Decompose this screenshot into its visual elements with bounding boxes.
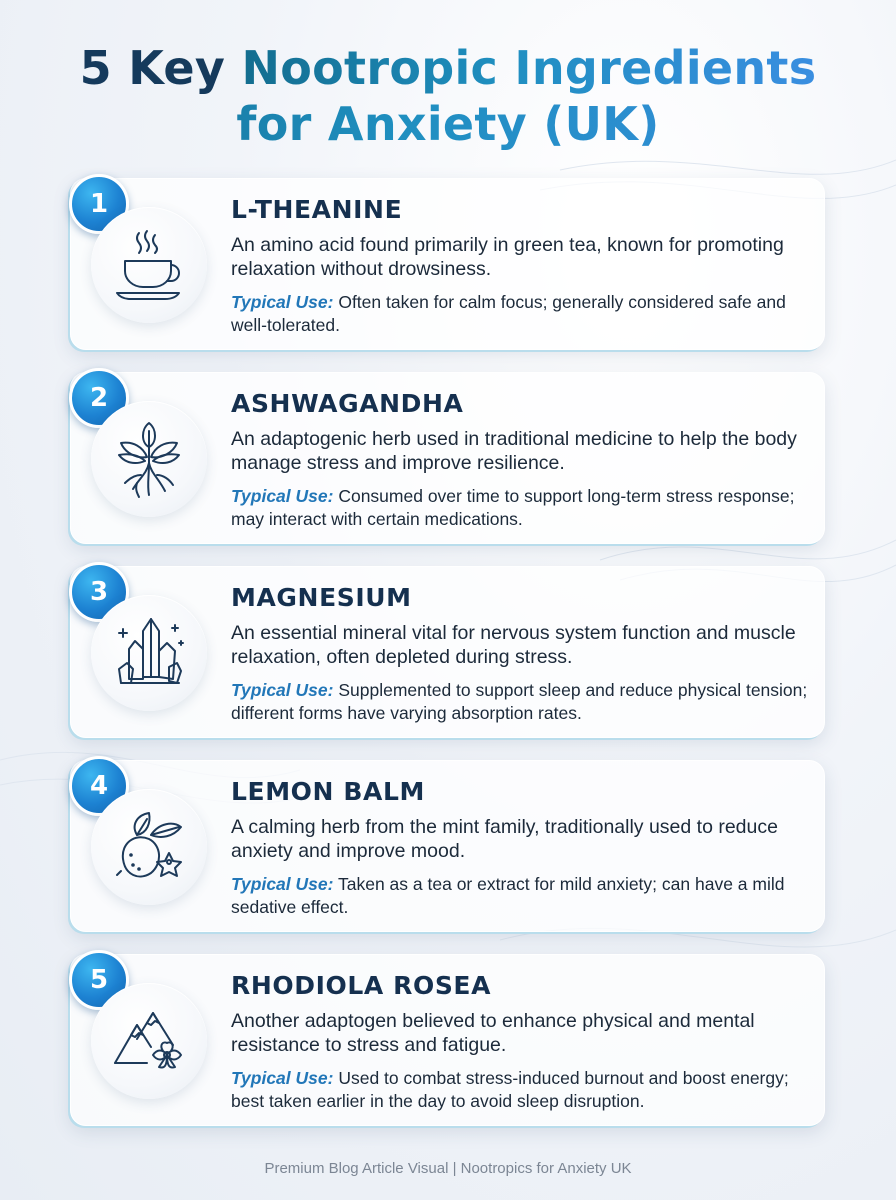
number-badge: 1 bbox=[69, 174, 129, 234]
typical-use-text: Consumed over time to support long-term stress response; may interact with certain medications. bbox=[231, 486, 795, 529]
ingredient-card-2 bbox=[70, 372, 825, 544]
typical-use-text: Used to combat stress-induced burnout and boost energy; best taken earlier in the day to avoid sleep disruption. bbox=[231, 1068, 789, 1111]
title-prefix: 5 Key bbox=[79, 41, 242, 95]
ingredient-name: RHODIOLA ROSEA bbox=[231, 971, 492, 1000]
typical-use-text: Supplemented to support sleep and reduce physical tension; different forms have varying absorption rates. bbox=[231, 680, 808, 723]
tea-cup-icon bbox=[107, 223, 191, 307]
footer-caption: Premium Blog Article Visual | Nootropics for Anxiety UK bbox=[264, 1160, 632, 1177]
title-line-2: for Anxiety (UK) bbox=[0, 96, 896, 152]
typical-use bbox=[231, 291, 811, 337]
ingredient-name: ASHWAGANDHA bbox=[231, 389, 464, 418]
crystal-icon bbox=[107, 611, 191, 695]
icon-frame bbox=[91, 595, 207, 711]
plant-roots-icon bbox=[107, 417, 191, 501]
typical-use bbox=[231, 1067, 811, 1113]
ingredient-description: An adaptogenic herb used in traditional medicine to help the body manage stress and improve resilience. bbox=[231, 428, 797, 474]
typical-use bbox=[231, 679, 811, 725]
typical-use-label: Typical Use: bbox=[231, 680, 334, 700]
page-title bbox=[0, 40, 896, 152]
ingredient-name: L-THEANINE bbox=[231, 195, 403, 224]
typical-use-label: Typical Use: bbox=[231, 1068, 334, 1088]
icon-frame bbox=[91, 207, 207, 323]
title-highlight: Nootropic Ingredients bbox=[241, 41, 817, 95]
icon-frame bbox=[91, 789, 207, 905]
icon-frame bbox=[91, 983, 207, 1099]
number-badge: 2 bbox=[69, 368, 129, 428]
typical-use-text: Taken as a tea or extract for mild anxiety; can have a mild sedative effect. bbox=[231, 874, 785, 917]
ingredient-card-3 bbox=[70, 566, 825, 738]
typical-use-label: Typical Use: bbox=[231, 292, 334, 312]
ingredient-name: MAGNESIUM bbox=[231, 583, 412, 612]
ingredient-card-1 bbox=[70, 178, 825, 350]
ingredient-card-5 bbox=[70, 954, 825, 1126]
ingredient-description: An essential mineral vital for nervous system function and muscle relaxation, often depleted during stress. bbox=[231, 622, 796, 668]
typical-use-text: Often taken for calm focus; generally considered safe and well-tolerated. bbox=[231, 292, 786, 335]
typical-use bbox=[231, 873, 811, 919]
typical-use-label: Typical Use: bbox=[231, 874, 334, 894]
ingredient-card-4 bbox=[70, 760, 825, 932]
ingredient-name: LEMON BALM bbox=[231, 777, 425, 806]
ingredient-description: A calming herb from the mint family, traditionally used to reduce anxiety and improve mood. bbox=[231, 816, 778, 862]
lemon-leaf-icon bbox=[107, 805, 191, 889]
number-badge: 5 bbox=[69, 950, 129, 1010]
ingredient-description: Another adaptogen believed to enhance physical and mental resistance to stress and fatigue. bbox=[231, 1010, 755, 1056]
typical-use bbox=[231, 485, 811, 531]
number-badge: 4 bbox=[69, 756, 129, 816]
icon-frame bbox=[91, 401, 207, 517]
mountain-flower-icon bbox=[107, 999, 191, 1083]
number-badge: 3 bbox=[69, 562, 129, 622]
typical-use-label: Typical Use: bbox=[231, 486, 334, 506]
ingredient-description: An amino acid found primarily in green tea, known for promoting relaxation without drowsiness. bbox=[231, 234, 784, 280]
